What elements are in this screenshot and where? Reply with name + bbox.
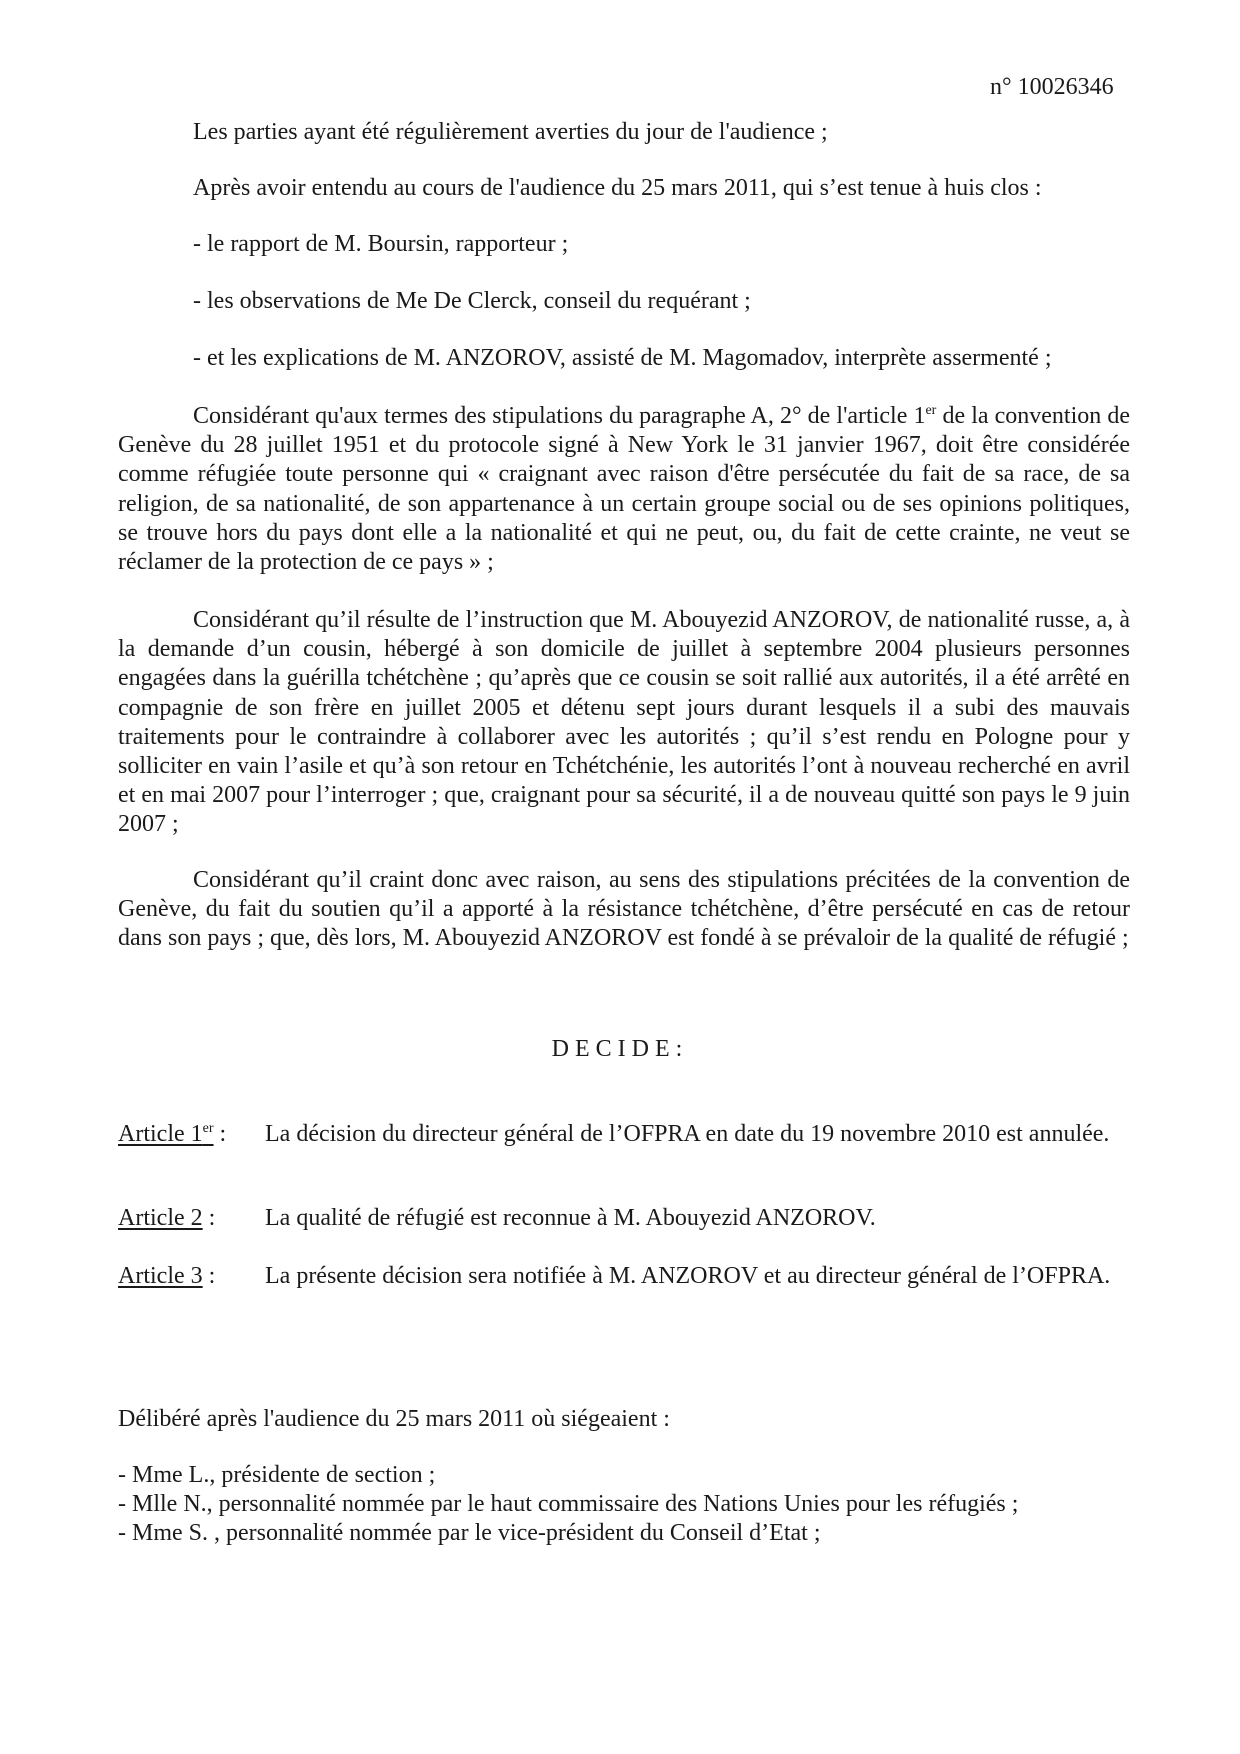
article-3-label-wrap [118, 1262, 265, 1291]
article-2 [118, 1204, 1130, 1233]
article-3-label: Article 3 [118, 1263, 203, 1289]
article-3 [118, 1262, 1130, 1291]
article-1-label [118, 1121, 214, 1147]
article-1 [118, 1120, 1130, 1149]
article-2-colon: : [202, 1205, 216, 1231]
article-2-label-wrap [118, 1204, 265, 1233]
member-presidente: - Mme L., présidente de section ; [118, 1462, 436, 1488]
considerant-instruction: Considérant qu’il résulte de l’instruction que M. Abouyezid ANZOROV, de nationalité russe, a, à la demande d’un cousin, hébergé à son domicile de juillet à septembre 2004 plusieurs personnes engagées dans la guérilla tchétchène ; qu’après que ce cousin se soit rallié aux autorités, il a été arrêté en compagnie de son frère en juillet 2005 et détenu sept jours durant lesquels il a subi des mauvais traitements pour le contraindre à collaborer avec les autorités ; qu’il s’est rendu en Pologne pour y solliciter en vain l’asile et qu’à son retour en Tchétchénie, les autorités l’ont à nouveau recherché en avril et en mai 2007 pour l’interroger ; que, craignant pour sa sécurité, il a de nouveau quitté son pays le 9 juin 2007 ; [118, 607, 1130, 838]
article-1-text: La décision du directeur général de l’OFPRA en date du 19 novembre 2010 est annulée. [265, 1121, 1110, 1147]
article-1-label-wrap [118, 1120, 265, 1149]
member-hcr: - Mlle N., personnalité nommée par le haut commissaire des Nations Unies pour les réfugiés ; [118, 1491, 1019, 1517]
considerant-convention-part1: Considérant qu'aux termes des stipulations du paragraphe A, 2° de l'article 1 [193, 403, 926, 429]
intro-line-audience: Après avoir entendu au cours de l'audience du 25 mars 2011, qui s’est tenue à huis clos : [193, 175, 1042, 201]
considerant-crainte: Considérant qu’il craint donc avec raison, au sens des stipulations précitées de la convention de Genève, du fait du soutien qu’il a apporté à la résistance tchétchène, d’être persécuté en cas de retour dans son pays ; que, dès lors, M. Abouyezid ANZOROV est fondé à se prévaloir de la qualité de réfugié ; [118, 867, 1130, 952]
member-conseil-etat: - Mme S. , personnalité nommée par le vice-président du Conseil d’Etat ; [118, 1520, 821, 1546]
article-3-text: La présente décision sera notifiée à M. ANZOROV et au directeur général de l’OFPRA. [265, 1263, 1111, 1289]
article-2-label: Article 2 [118, 1205, 203, 1231]
considerant-convention-part2: de la convention de Genève du 28 juillet 1951 et du protocole signé à New York le 31 janvier 1967, doit être considérée comme réfugiée toute personne qui « craignant avec raison d'être persécutée du fait de sa race, de sa religion, de sa nationalité, de son appartenance à un certain groupe social ou de ses opinions politiques, se trouve hors du pays dont elle a la nationalité et qui ne peut, ou, du fait de cette crainte, ne veut se réclamer de la protection de ce pays » ; [118, 403, 1131, 576]
considerant-convention [118, 402, 1130, 577]
intro-line-observations: - les observations de Me De Clerck, conseil du requérant ; [193, 288, 751, 314]
considerant-convention-sup: er [925, 403, 937, 418]
case-number: n° 10026346 [990, 74, 1114, 100]
intro-line-explications: - et les explications de M. ANZOROV, assisté de M. Magomadov, interprète assermenté ; [193, 345, 1052, 371]
article-1-label-text: Article 1 [118, 1121, 203, 1147]
intro-line-rapport: - le rapport de M. Boursin, rapporteur ; [193, 231, 569, 257]
article-1-colon: : [213, 1121, 227, 1147]
article-3-colon: : [202, 1263, 216, 1289]
decide-heading: DECIDE: [551, 1036, 689, 1062]
article-2-text: La qualité de réfugié est reconnue à M. Abouyezid ANZOROV. [265, 1205, 876, 1231]
intro-line-parties: Les parties ayant été régulièrement averties du jour de l'audience ; [193, 119, 828, 145]
delibere-line: Délibéré après l'audience du 25 mars 2011 où siégeaient : [118, 1406, 670, 1432]
article-1-label-sup: er [202, 1121, 214, 1136]
